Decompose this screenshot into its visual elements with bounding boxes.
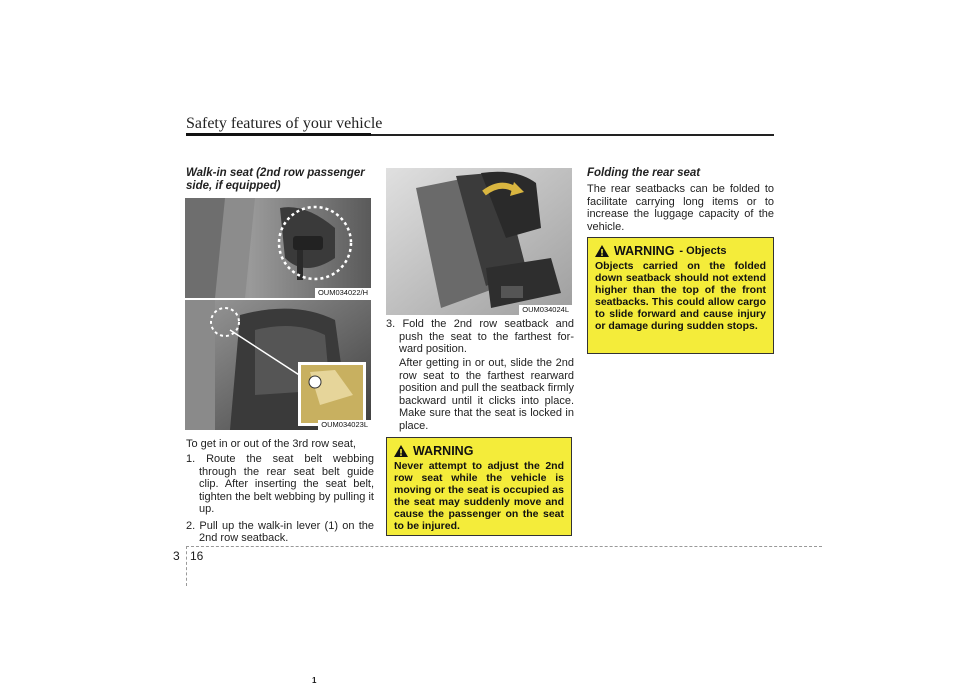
footer-rule <box>186 546 822 547</box>
warning-header <box>394 444 564 458</box>
warning-triangle-icon <box>595 245 609 257</box>
step-3-note: After getting in or out, slide the 2nd row seat to the farthest rearward position and pull the seatback firmly backward until it clicks into place. Make sure that the seat is locked in place. <box>399 357 574 432</box>
warning-box-adjust-seat <box>386 437 572 536</box>
photo-fold-seatback-illustration <box>386 168 572 315</box>
warning-header <box>595 244 766 258</box>
warning-title: WARNING <box>614 244 675 258</box>
header-rule-accent <box>186 133 371 136</box>
warning-title: WARNING <box>413 444 474 458</box>
warning-body: Objects carried on the folded down seatback should not extend higher than the top of the front seatbacks. This could allow cargo to slide forward and cause injury or damage during sudden stops. <box>595 260 766 332</box>
page-number: 16 <box>190 549 204 563</box>
footer-divider <box>186 546 187 586</box>
walk-in-lever-marker: 1 <box>312 676 317 685</box>
photo-seat-belt-guide-illustration <box>185 198 371 298</box>
photo-walk-in-lever-illustration <box>185 300 371 430</box>
photo-caption: OUM034022/H <box>315 288 371 298</box>
warning-triangle-icon <box>394 445 408 457</box>
step-3 <box>386 318 574 360</box>
folding-rear-seat-text: The rear seatbacks can be folded to facilitate carrying long items or to increase the luggage capacity of the vehicle. <box>587 183 774 233</box>
chapter-number: 3 <box>173 549 180 563</box>
warning-body: Never attempt to adjust the 2nd row seat while the vehicle is moving or the seat is occupied as the seat may suddenly move and cause the passenger on the seat to be injured. <box>394 460 564 532</box>
step-3-text: 3. Fold the 2nd row seatback and push the seat to the farthest for-ward position. <box>386 318 574 355</box>
photo-seat-belt-guide <box>185 198 371 298</box>
page-header-title: Safety features of your vehicle <box>186 115 383 132</box>
photo-caption: OUM034023L <box>318 420 371 430</box>
step-2: 2. Pull up the walk-in lever (1) on the 2nd row seatback. <box>186 519 374 544</box>
warning-box-objects <box>587 237 774 354</box>
photo-fold-seatback <box>386 168 572 315</box>
warning-subtitle: - Objects <box>679 245 727 257</box>
section-title-walk-in-seat: Walk-in seat (2nd row passenger side, if equipped) <box>186 167 365 192</box>
step-list-col1 <box>186 453 374 549</box>
intro-text: To get in or out of the 3rd row seat, <box>186 438 356 450</box>
photo-caption: OUM034024L <box>519 305 572 315</box>
section-title-folding-rear-seat: Folding the rear seat <box>587 167 701 179</box>
step-1: 1. Route the seat belt webbing through the rear seat belt guide clip. After inserting the seat belt, tighten the belt webbing by pulling it up. <box>186 453 374 515</box>
